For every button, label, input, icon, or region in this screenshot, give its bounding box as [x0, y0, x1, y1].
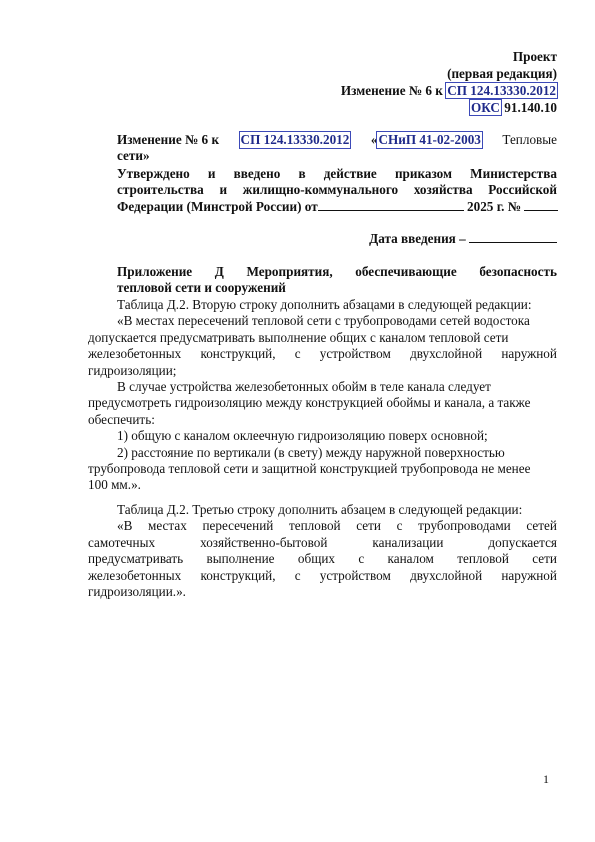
table-note-2: Таблица Д.2. Третью строку дополнить абзацем в следующей редакции: — [117, 502, 523, 517]
word: Приложение — [117, 264, 193, 279]
word: приказом — [394, 166, 453, 181]
word: наружной — [501, 567, 557, 583]
amendment-title: Изменение № 6 к СП 124.13330.2012 «СНиП 41-02-2003 Тепловые сети» — [117, 132, 557, 164]
word: конструкций, — [200, 346, 276, 362]
word: двухслойной — [410, 567, 483, 583]
word: «В — [117, 518, 133, 534]
sp-code-link[interactable]: СП 124.13330.2012 — [447, 83, 556, 98]
word: пересечений — [202, 518, 274, 534]
word: местах — [148, 518, 187, 534]
table-note-1: Таблица Д.2. Вторую строку дополнить абзацами в следующей редакции: — [117, 297, 532, 312]
list-item-2: 2) расстояние по вертикали (в свету) между наружной поверхностью — [117, 444, 505, 460]
word: строительства — [117, 182, 204, 198]
word: сетей — [526, 518, 557, 534]
word: тепловой — [457, 551, 509, 567]
word: Министерства — [470, 166, 557, 181]
edition-label: (первая редакция) — [447, 66, 557, 81]
word: введено — [233, 166, 281, 181]
word: в — [298, 166, 306, 181]
word: жилищно-коммунального — [242, 182, 399, 198]
title-prefix: Изменение № 6 к — [117, 132, 220, 147]
word: сети — [532, 551, 557, 567]
word: Российской — [488, 182, 557, 198]
word: устройством — [319, 567, 391, 583]
word: выполнение — [206, 551, 275, 567]
title-snip-link[interactable]: СНиП 41-02-2003 — [378, 132, 481, 147]
word: канализации — [372, 534, 444, 550]
word: с — [396, 518, 403, 534]
date-of-entry: Дата введения – — [117, 231, 557, 247]
word: каналом — [387, 551, 434, 567]
title-sp-link[interactable]: СП 124.13330.2012 — [240, 132, 350, 147]
word: сети — [356, 518, 381, 534]
word: железобетонных — [88, 567, 182, 583]
word: действие — [323, 166, 377, 181]
word: Мероприятия, — [246, 264, 333, 279]
appendix-heading: Приложение Д Мероприятия, обеспечивающие безопасность тепловой сети и сооружений — [117, 264, 557, 296]
word: общих — [297, 551, 335, 567]
word: двухслойной — [410, 346, 483, 362]
word: и — [207, 166, 216, 181]
list-item-1: 1) общую с каналом оклеечную гидроизоляцию поверх основной; — [117, 428, 488, 444]
word: железобетонных — [88, 346, 182, 362]
word: Д — [214, 264, 224, 279]
word: наружной — [501, 346, 557, 362]
word: хозяйства — [413, 182, 473, 198]
table-d2-row2-change: Таблица Д.2. Вторую строку дополнить абзацами в следующей редакции: «В местах пересечений тепловой сети с трубопроводами сетей водостока допускается предусматривать выполнение общих с каналом тепловой сети железобетонных конструкций, с устройством двухслойной наружной гидроизоляции; В случае устройства железобетонных обойм в теле канала следует предусмотреть гидроизоляцию между конструкцией обоймы и канала, а также обеспечить: 1) общую с каналом оклеечную гидроизоляцию поверх основной; 2) расстояние по вертикали (в свету) между наружной поверхностью трубопровода тепловой сети и защитной конструкцией трубопровода не менее 100 мм.». — [88, 297, 557, 493]
word: устройством — [319, 346, 391, 362]
word: допускается — [488, 534, 557, 550]
project-label: Проект — [512, 49, 557, 64]
word: трубопроводами — [418, 518, 511, 534]
amendment-ref: Изменение № 6 к СП 124.13330.2012 — [340, 83, 556, 98]
word: самотечных — [88, 534, 156, 550]
word: с — [294, 346, 301, 362]
word: обеспечивающие — [355, 264, 457, 279]
word: тепловой — [288, 518, 341, 534]
word: хозяйственно-бытовой — [200, 534, 328, 550]
oks-link[interactable]: ОКС — [470, 100, 500, 115]
oks-code: ОКС 91.140.10 — [470, 100, 557, 115]
word: с — [358, 551, 365, 567]
word: и — [219, 182, 228, 198]
table-d2-row3-change: Таблица Д.2. Третью строку дополнить абзацем в следующей редакции: «В местах пересечений тепловой сети с трубопроводами сетей самотечных хозяйственно-бытовой канализации допускается предусматривать выполнение общих с каналом тепловой сети железобетонных конструкций, с устройством двухслойной наружной гидроизоляции.». — [88, 502, 557, 600]
page-number: 1 — [543, 772, 549, 786]
approval-text: Утверждено и введено в действие приказом Министерства строительства и жилищно-коммунального хозяйства Российской Федерации (Минстрой России) от 2025 г. № — [117, 166, 557, 214]
word: с — [294, 567, 301, 583]
word: конструкций, — [200, 567, 276, 583]
word: безопасность — [479, 264, 557, 279]
word: предусматривать — [88, 551, 184, 567]
word: Утверждено — [117, 166, 190, 181]
